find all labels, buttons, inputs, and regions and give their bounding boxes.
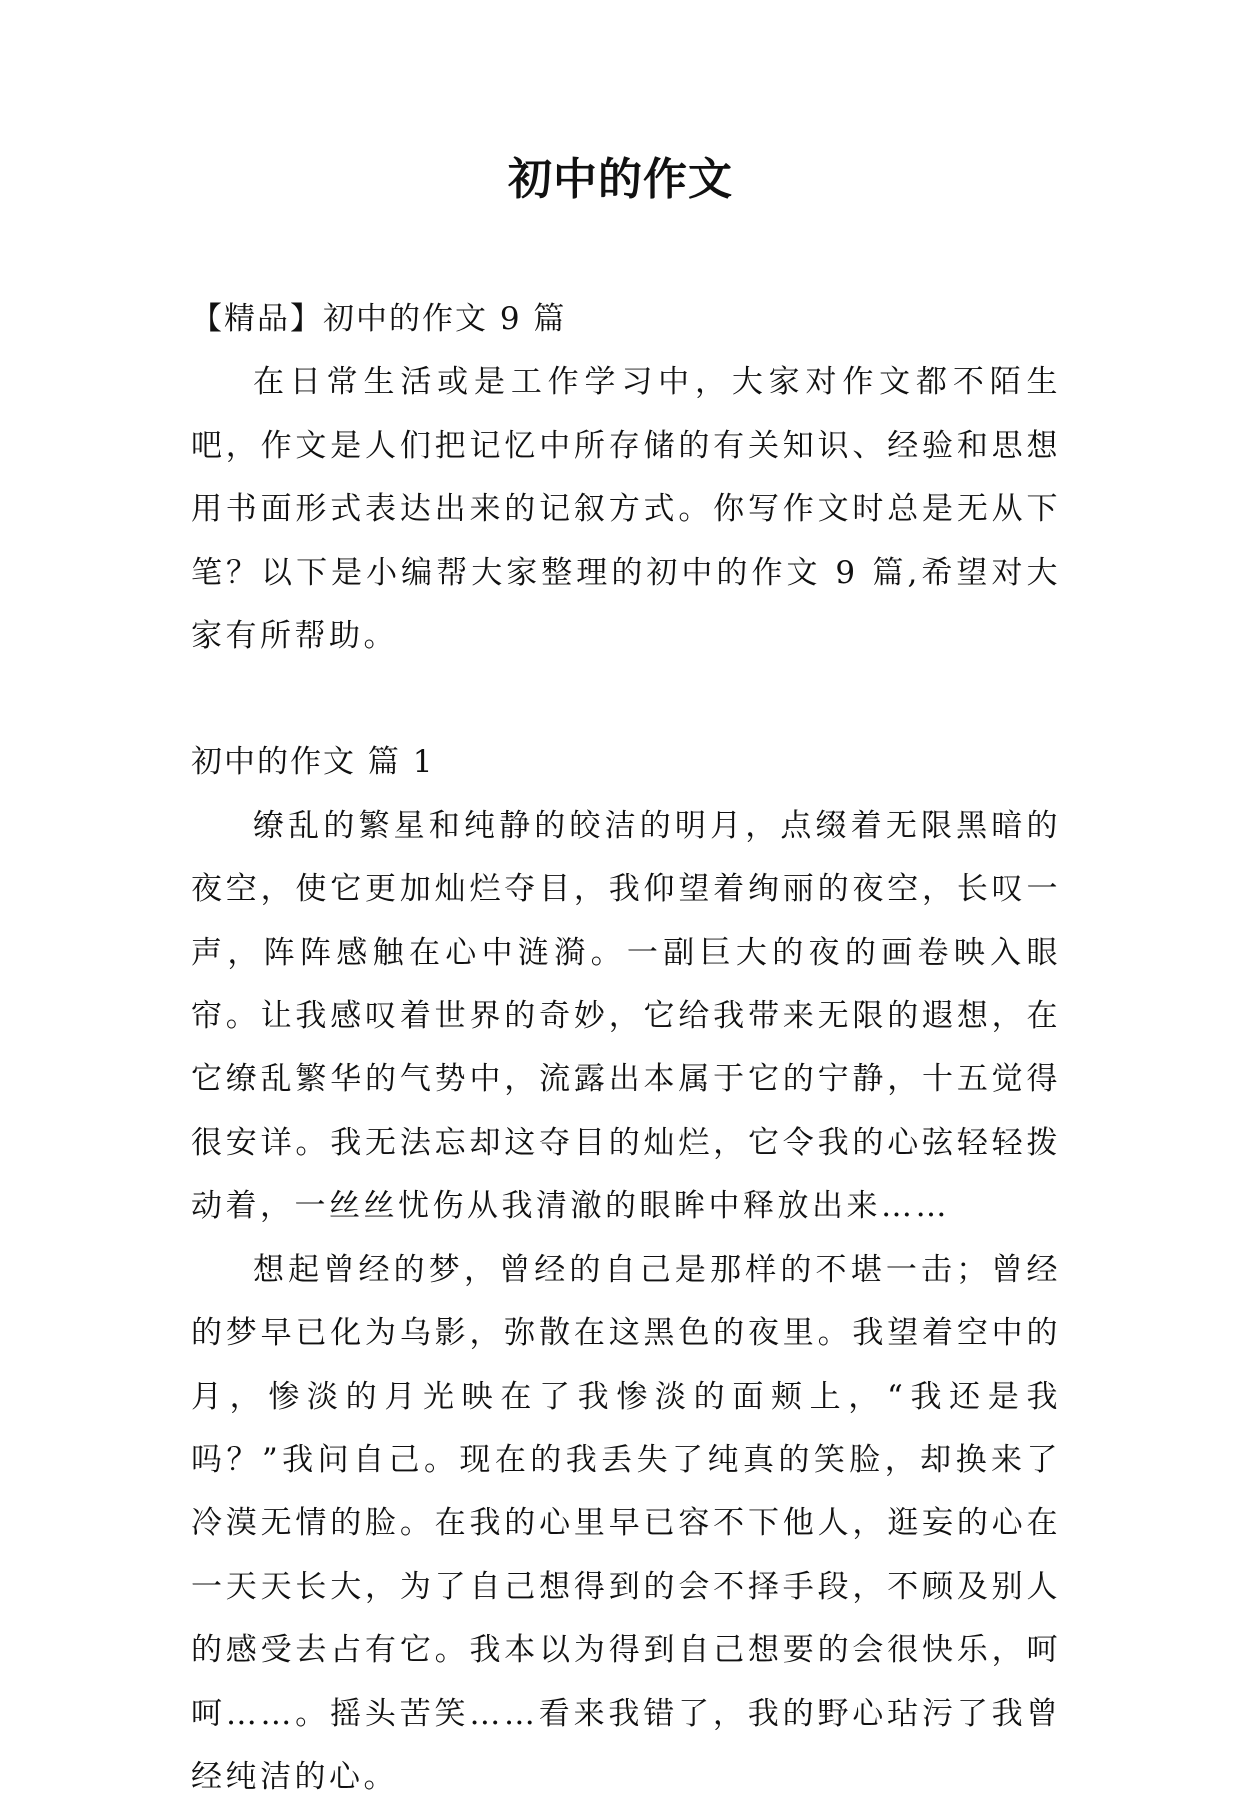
section-paragraph: 缭乱的繁星和纯静的皎洁的明月，点缀着无限黑暗的夜空，使它更加灿烂夺目，我仰望着绚丽的夜空，长叹一声，阵阵感触在心中涟漪。一副巨大的夜的画卷映入眼帘。让我感叹着世界的奇妙，它给我带来无限的遐想，在它缭乱繁华的气势中，流露出本属于它的宁静，十五觉得很安详。我无法忘却这夺目的灿烂，它令我的心弦轻轻拨动着，一丝丝忧伤从我清澈的眼眸中释放出来…… — [191, 807, 1061, 1225]
document-body — [191, 288, 1061, 1809]
document-title: 初中的作文 — [508, 154, 733, 205]
section-paragraph: 想起曾经的梦，曾经的自己是那样的不堪一击；曾经的梦早已化为乌影，弥散在这黑色的夜里。我望着空中的月，惨淡的月光映在了我惨淡的面颊上，“我还是我吗？”我问自己。现在的我丢失了纯真的笑脸，却换来了冷漠无情的脸。在我的心里早已容不下他人，逛妄的心在一天天长大，为了自己想得到的会不择手段，不顾及别人的感受去占有它。我本以为得到自己想要的会很快乐，呵呵……。摇头苦笑……看来我错了，我的野心玷污了我曾经纯洁的心。 — [191, 1251, 1061, 1795]
intro-paragraph: 在日常生活或是工作学习中，大家对作文都不陌生吧，作文是人们把记忆中所存储的有关知识、经验和思想用书面形式表达出来的记叙方式。你写作文时总是无从下笔？以下是小编帮大家整理的初中的作文 9 篇,希望对大家有所帮助。 — [191, 364, 1061, 655]
section-heading: 初中的作文 篇 1 — [191, 744, 435, 781]
document-subtitle: 【精品】初中的作文 9 篇 — [191, 301, 567, 337]
